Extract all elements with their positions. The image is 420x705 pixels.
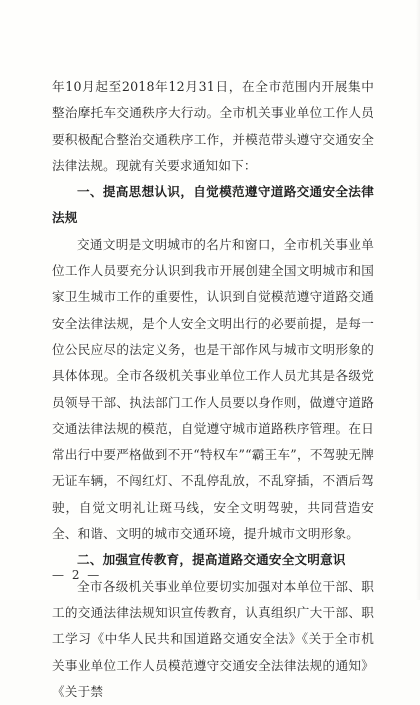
body-paragraph-section-1: 交通文明是文明城市的名片和窗口，全市机关事业单位工作人员要充分认识到我市开展创建全国文明城市和国家卫生城市工作的重要性，认识到自觉模范遵守道路交通安全法律法规，是个人安全文明出行的必要前提，是每一位公民应尽的法定义务，也是干部作风与城市文明形象的具体体现。全市各级机关事业单位工作人员尤其是各级党员领导干部、执法部门工作人员要以身作则，做遵守道路交通法律法规的模范，自觉遵守城市道路秩序管理。在日常出行中要严格做到不开“特权车”“霸王车”，不驾驶无牌无证车辆，不闯红灯、不乱停乱放，不乱穿插，不酒后驾驶，自觉文明礼让斑马线，安全文明驾驶，共同营造安全、和谐、文明的城市交通环境，提升城市文明形象。	[52, 236, 374, 542]
document-body	[52, 74, 374, 705]
body-paragraph-section-2: 全市各级机关事业单位要切实加强对本单位干部、职工的交通法律法规知识宣传教育，认真组织广大干部、职工学习《中华人民共和国道路交通安全法》《关于全市机关事业单位工作人员模范遵守交通安全法律法规的通知》《关于禁	[52, 578, 374, 699]
section-heading-1: 一、提高思想认识，自觉模范遵守道路交通安全法律法规	[52, 184, 374, 226]
page-number: — 2 —	[52, 568, 102, 582]
body-paragraph-intro: 年10月起至2018年12月31日，在全市范围内开展集中整治摩托车交通秩序大行动。全市机关事业单位工作人员要积极配合整治交通秩序工作，并模范带头遵守交通安全法律法规。现就有关要求通知如下：	[52, 79, 374, 173]
page-edge-shadow	[416, 0, 420, 600]
section-heading-2: 二、加强宣传教育，提高道路交通安全文明意识	[77, 552, 346, 568]
